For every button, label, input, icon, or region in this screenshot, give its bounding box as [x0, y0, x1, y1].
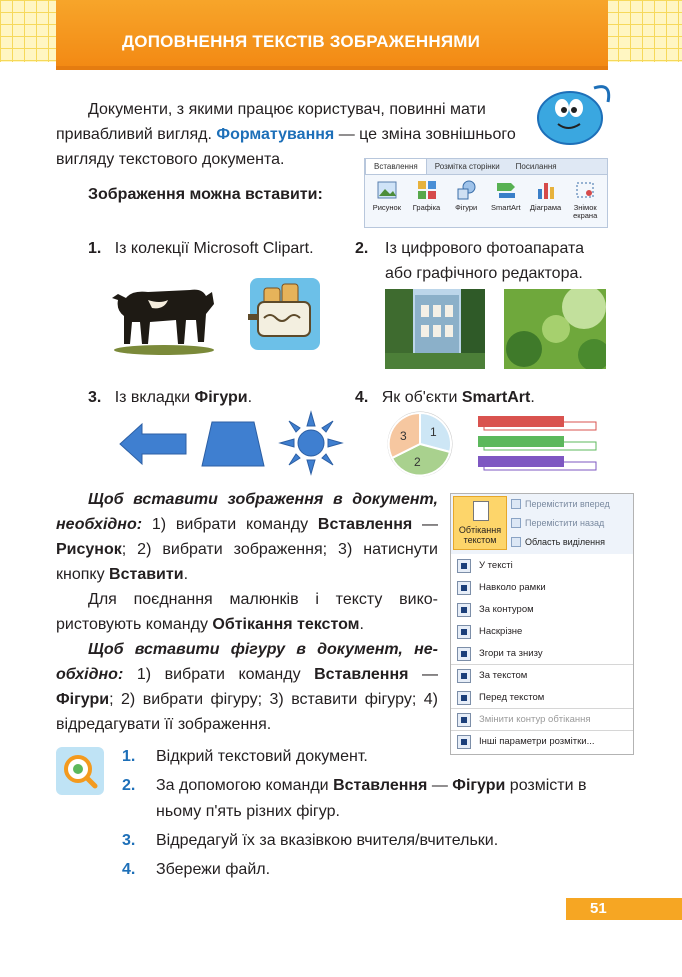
decorative-grid-left: [0, 0, 60, 62]
behind-text-icon: [457, 669, 471, 683]
edit-wrap-points-icon: [457, 713, 471, 727]
menu-item-top-bottom[interactable]: Згори та знизу: [451, 642, 633, 664]
send-backward-icon: [511, 518, 521, 528]
through-wrap-icon: [457, 625, 471, 639]
decorative-grid-right: [606, 0, 682, 62]
source-item-1: 1. Із колекції Microsoft Clipart.: [88, 240, 314, 257]
smartart-label-1: 1: [430, 425, 437, 439]
menu-item-tight[interactable]: За контуром: [451, 598, 633, 620]
toaster-clipart-image: [244, 274, 324, 354]
page-number: 51: [590, 900, 607, 917]
screenshot-button[interactable]: Знімок екрана: [567, 179, 603, 220]
wrap-text-button[interactable]: Обтікання текстом: [453, 496, 507, 550]
smartart-label-2: 2: [414, 455, 421, 469]
smartart-icon: [495, 179, 517, 201]
wrap-text-icon: [473, 501, 489, 521]
menu-item-through[interactable]: Наскрізне: [451, 620, 633, 642]
exercise-icon: [56, 747, 104, 795]
task-item: 1. Відкрий текстовий документ.: [122, 748, 368, 765]
clipart-icon: [416, 179, 438, 201]
cow-clipart-image: [108, 270, 220, 356]
sun-shape-image: [278, 410, 344, 476]
picture-icon: [376, 179, 398, 201]
smartart-cycle-image: [384, 410, 456, 478]
shapes-button[interactable]: Фігури: [448, 179, 484, 220]
selection-pane-item[interactable]: Область виділення: [511, 537, 605, 547]
smartart-list-image: [474, 414, 600, 474]
intro-paragraph: Документи, з якими працює користувач, повинні мати привабливий вигляд. Форматування — це зміна зовнішнього вигляду текстового документа.: [56, 101, 516, 168]
source-item-3: 3. Із вкладки Фігури.: [88, 389, 253, 406]
tab-insert[interactable]: Вставлення: [365, 159, 427, 174]
mouse-mascot-icon: [534, 78, 614, 150]
insert-ribbon: [364, 158, 608, 228]
insert-heading: Зображення можна вставити:: [88, 186, 323, 203]
nature-photo-image: [504, 289, 606, 369]
arrow-shape-image: [118, 422, 188, 466]
chart-icon: [535, 179, 557, 201]
insert-shape-instructions: Щоб вставити фігуру в документ, необхідно: 1) вибрати команду Вставлення — Фігури; 2) вибрати фігуру; 3) вставити фігуру; 4) відредагувати її зображення.: [56, 641, 438, 733]
bring-forward-icon: [511, 499, 521, 509]
send-backward-item[interactable]: Перемістити назад: [511, 518, 604, 528]
menu-item-square[interactable]: Навколо рамки: [451, 576, 633, 598]
chart-button[interactable]: Діаграма: [528, 179, 564, 220]
menu-item-edit-wrap-points[interactable]: Змінити контур обтікання: [451, 708, 633, 730]
trapezoid-shape-image: [200, 420, 266, 468]
picture-button[interactable]: Рисунок: [369, 179, 405, 220]
section-title-bar: [56, 0, 608, 70]
page-title: ДОПОВНЕННЯ ТЕКСТІВ ЗОБРАЖЕННЯМИ: [122, 32, 481, 51]
exercise-task-list: [122, 744, 612, 886]
bring-forward-item[interactable]: Перемістити вперед: [511, 499, 610, 509]
building-photo-image: [385, 289, 485, 369]
text-wrap-paragraph: Для поєднання малюнків і тексту використовують команду Обтікання текстом.: [56, 591, 438, 633]
top-bottom-wrap-icon: [457, 647, 471, 661]
smartart-label-3: 3: [400, 429, 407, 443]
insert-image-instructions: Щоб вставити зображення в документ, необхідно: 1) вибрати команду Вставлення — Рисунок; 2) вибрати зображення; 3) натиснути кнопку Вставити.: [56, 491, 439, 583]
square-wrap-icon: [457, 581, 471, 595]
inline-icon: [457, 559, 471, 573]
source-item-4: 4. Як об'єкти SmartArt.: [355, 389, 535, 406]
tab-page-layout[interactable]: Розмітка сторінки: [434, 162, 500, 171]
selection-pane-icon: [511, 537, 521, 547]
tab-references[interactable]: Посилання: [515, 162, 557, 171]
wrap-text-menu: [450, 493, 634, 755]
shapes-icon: [455, 179, 477, 201]
menu-item-more-layout[interactable]: Інші параметри розмітки...: [451, 730, 633, 752]
menu-item-behind-text[interactable]: За текстом: [451, 664, 633, 686]
task-item: 3. Відредагуй їх за вказівкою вчителя/вчительки.: [122, 832, 499, 849]
source-item-2: 2. Із цифрового фотоапарата або графічного редактора.: [355, 240, 585, 282]
page-number-badge: [566, 898, 682, 920]
smartart-button[interactable]: SmartArt: [488, 179, 524, 220]
tight-wrap-icon: [457, 603, 471, 617]
task-item: 4. Збережи файл.: [122, 861, 271, 878]
in-front-icon: [457, 691, 471, 705]
menu-item-inline[interactable]: У тексті: [451, 554, 633, 576]
clipart-button[interactable]: Графіка: [409, 179, 445, 220]
task-item: 2. За допомогою команди Вставлення — Фігури розмісти в ньому п'ять різних фігур.: [122, 777, 587, 820]
menu-item-in-front[interactable]: Перед текстом: [451, 686, 633, 708]
screenshot-icon: [574, 179, 596, 201]
